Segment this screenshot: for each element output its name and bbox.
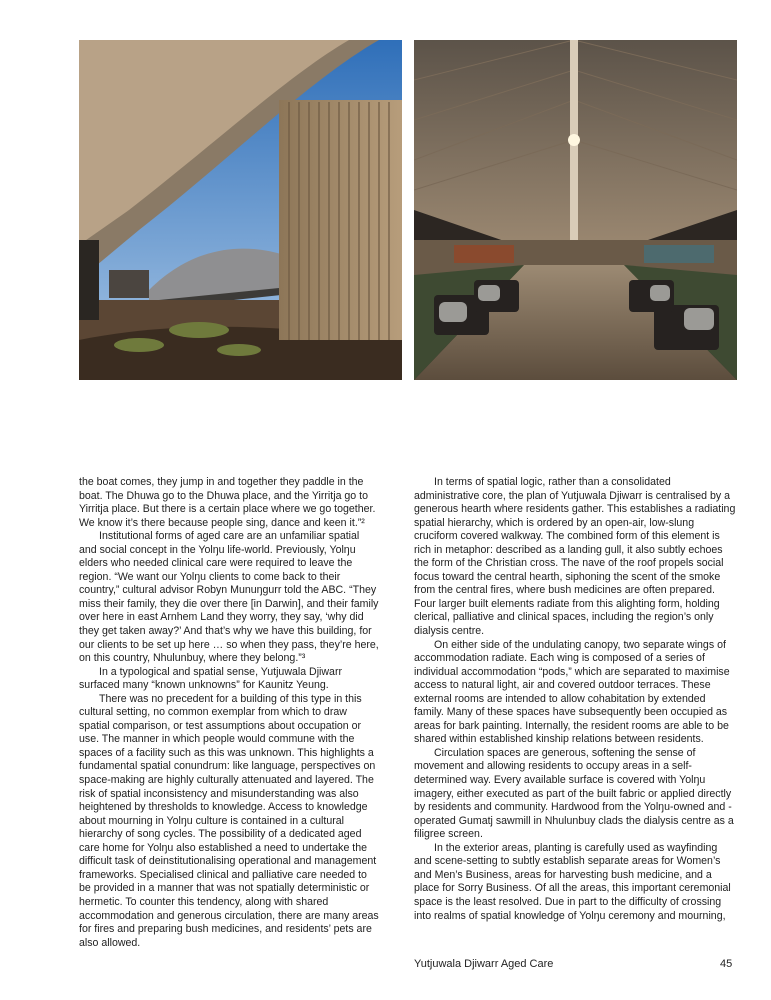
right-text-column	[414, 476, 736, 923]
left-text-column	[79, 476, 379, 950]
left-paragraph-4: There was no precedent for a building of this type in this cultural setting, no common exemplar from which to draw spatial comparison, or test assumptions about occupation or use. The manner in which people would commune with the spaces of a facility such as this was unknown. This highlights a fundamental spatial conundrum: like language, perspectives on space-making are highly culturally attenuated and layered. The risk of spatial inconsistency and misunderstanding was also heightened by thresholds to knowledge. Access to knowledge about mourning in Yolŋu culture is contained in a cultural hierarchy of song cycles. The possibility of a dedicated aged care home for Yolŋu also established a need to undertake the difficult task of deinstitutionalising operational and management frameworks. Specialised clinical and palliative care needed to be provided in a manner that was not spatially deterministic or hermetic. To counter this tendency, along with shared accommodation and generous circulation, there are many areas for fires and preparing bush medicines, and residents’ pets are also allowed.	[79, 692, 379, 949]
left-paragraph-3: In a typological and spatial sense, Yutjuwala Djiwarr surfaced many “known unknowns” for Kaunitz Yeung.	[79, 665, 343, 692]
photo-walkway	[414, 40, 737, 380]
right-paragraph-4: In the exterior areas, planting is carefully used as wayfinding and scene-setting to subtly establish separate areas for Women’s and Men’s Business, areas for harvesting bush medicine, and a place for Sorry Business. Of all the areas, this important ceremonial space is the least resolved. Due in part to the difficulty of crossing into realms of spatial knowledge of Yolŋu ceremony and mourning,	[414, 841, 731, 922]
right-paragraph-1: In terms of spatial logic, rather than a consolidated administrative core, the plan of Yutjuwala Djiwarr is centralised by a generous hearth where residents gather. This establishes a radiating spatial hierarchy, which is ordered by an open-air, low-slung cruciform covered walkway. The combined form of this element is rich in metaphor: described as a landing gull, it also subtly echoes the form of the Christian cross. The nave of the roof propels social focus toward the central hearth, siphoning the scent of the smoke from the central fires, where bush medicines are often prepared. Four larger built elements radiate from this alighting form, holding clerical, palliative and clinical spaces, including the region’s only dialysis centre.	[414, 476, 736, 638]
right-paragraph-2: On either side of the undulating canopy, two separate wings of accommodation radiate. Each wing is composed of a series of individual accommodation “pods,” which are separated to maximise access to natural light, air and covered outdoor terraces. These external rooms are intended to allow cohabitation by extended family. Many of these spaces have subsequently been occupied as areas for bark painting. Internally, the resident rooms are able to be shared within established kinship relations between residents.	[414, 638, 730, 746]
photo-walkway-icon	[414, 40, 737, 380]
running-footer-title: Yutjuwala Djiwarr Aged Care	[414, 958, 554, 970]
photo-courtyard-icon	[79, 40, 402, 380]
right-paragraph-3: Circulation spaces are generous, softening the sense of movement and allowing residents to occupy areas in a self-determined way. Every available surface is covered with Yolŋu imagery, either executed as part of the built fabric or applied directly by residents and community. Hardwood from the Yolŋu-owned and -operated Gumatj sawmill in Nhulunbuy clads the dialysis centre as a filigree screen.	[414, 746, 734, 841]
page-number: 45	[720, 958, 733, 970]
photo-courtyard	[79, 40, 402, 380]
left-paragraph-2: Institutional forms of aged care are an unfamiliar spatial and social concept in the Yolŋu life-world. Previously, Yolŋu elders who needed clinical care were required to leave the region. “We want our Yolŋu clients to come back to their country,” cultural advisor Robyn Munuŋgurr told the ABC. “They miss their family, they die over there [in Darwin], and their family over here in east Arnhem Land they worry, they say, ‘why did they get taken away?’ And that’s why we have this building, for our clients to be set up here … so when they pass, they’re here, on this country, Nhulunbuy, where they belong.”³	[79, 530, 379, 665]
left-paragraph-1: the boat comes, they jump in and together they paddle in the boat. The Dhuwa go to the Dhuwa place, and the Yirritja go to Yirritja place. But there is a certain place where we go together. We know it’s there because people sing, dance and keen it.”²	[79, 476, 376, 529]
